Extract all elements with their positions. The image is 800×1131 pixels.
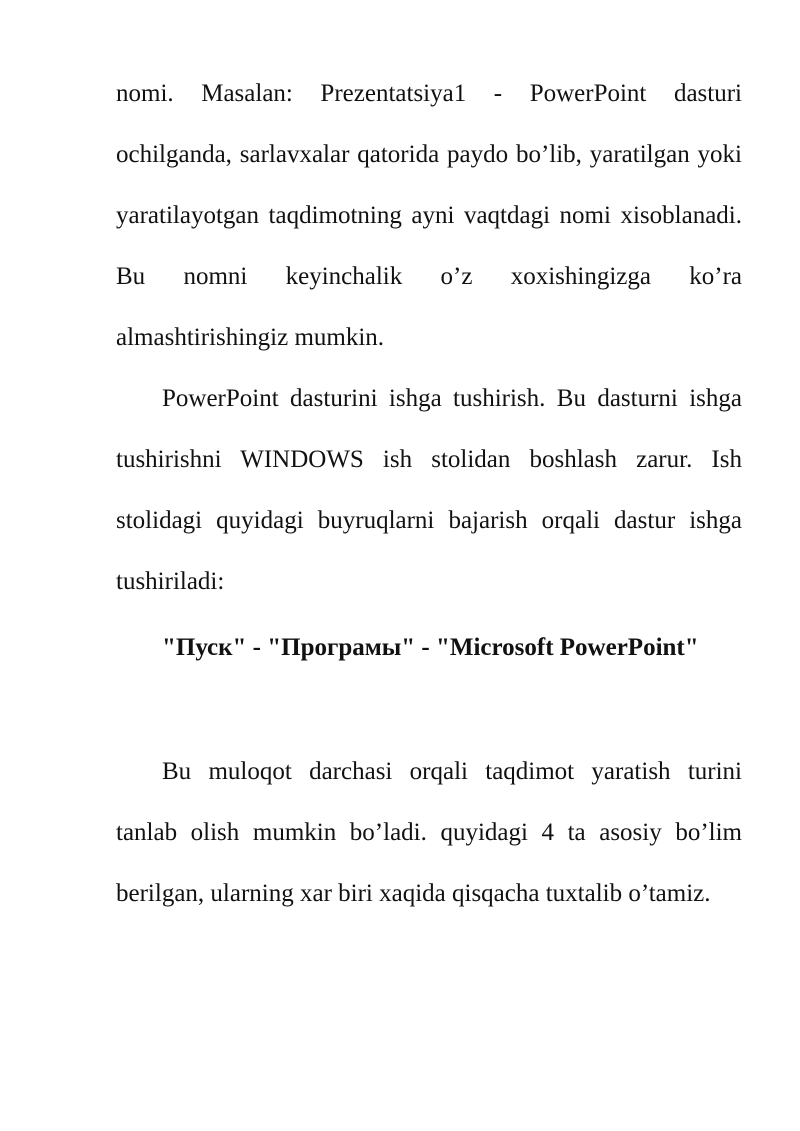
paragraph-title-name: nomi. Masalan: Prezentatsiya1 - PowerPoint dasturi ochilganda, sarlavxalar qatorida paydo bo’lib, yaratilgan yoki yaratilayotgan taqdimotning ayni vaqtdagi nomi xisoblanadi. Bu nomni keyinchalik o’z xoxishingizga ko’ra almashtirishingiz mumkin. <box>116 80 742 351</box>
command-sequence: "Пуск" - "Програмы" - "Microsoft PowerPoint" <box>162 634 699 661</box>
paragraph-launch-powerpoint: PowerPoint dasturini ishga tushirish. Bu dasturni ishga tushirishni WINDOWS ish stolidan boshlash zarur. Ish stolidagi quyidagi buyruqlarni bajarish orqali dastur ishga tushiriladi: <box>116 385 742 595</box>
paragraph-dialog-description: Bu muloqot darchasi orqali taqdimot yaratish turini tanlab olish mumkin bo’ladi. quyidagi 4 ta asosiy bo’lim berilgan, ularning xar biri xaqida qisqacha tuxtalib o’tamiz. <box>116 758 742 907</box>
